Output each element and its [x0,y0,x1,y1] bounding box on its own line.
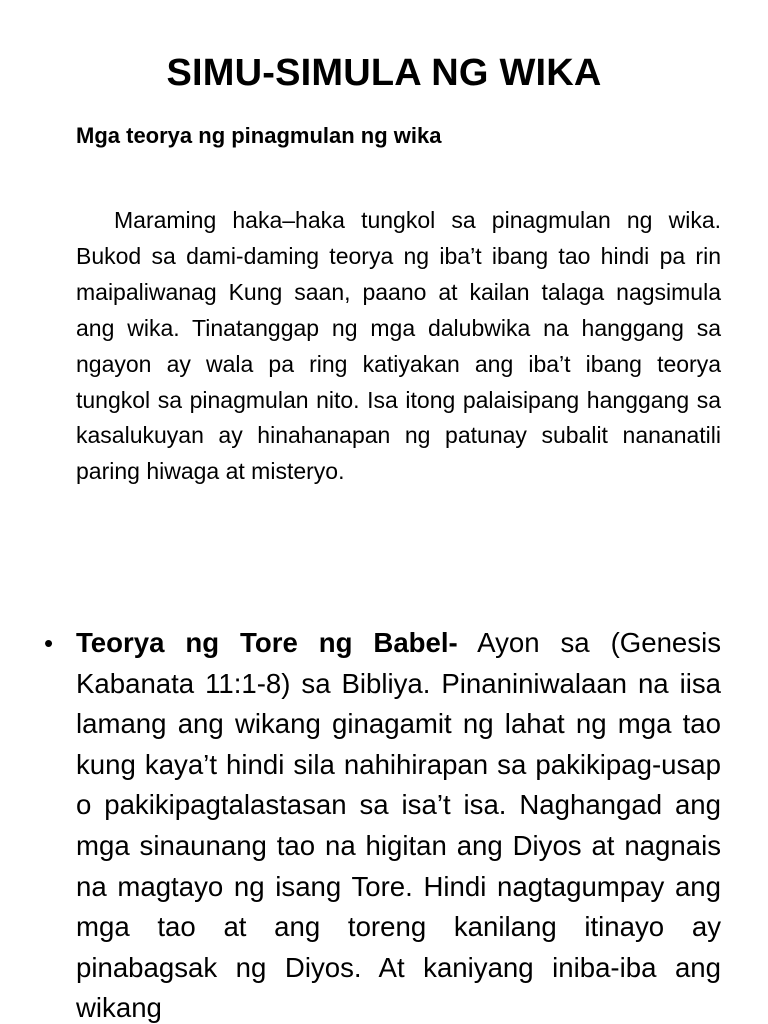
bullet-paragraph [76,623,721,1024]
intro-paragraph: Maraming haka–haka tungkol sa pinagmulan ng wika. Bukod sa dami-daming teorya ng iba’t ibang tao hindi pa rin maipaliwanag Kung saan, paano at kailan talaga nagsimula ang wika. Tinatanggap ng mga dalubwika na hanggang sa ngayon ay wala pa ring katiyakan ang iba’t ibang teorya tungkol sa pinagmulan nito. Isa itong palaisipang hanggang sa kasalukuyan ay hinahanapan ng patunay subalit nananatili paring hiwaga at misteryo. [76,207,721,485]
page-subtitle: Mga teorya ng pinagmulan ng wika [76,123,442,148]
bullet-term: Teorya ng Tore ng Babel- [76,627,458,658]
bullet-body: Ayon sa (Genesis Kabanata 11:1-8) sa Bibliya. Pinaniniwalaan na iisa lamang ang wikang ginagamit ng lahat ng mga tao kung kaya’t hindi sila nahihirapan sa pakikipag-usap o pakikipagtalastasan sa isa’t isa. Naghangad ang mga sinaunang tao na higitan ang Diyos at nagnais na magtayo ng isang Tore. Hindi nagtagumpay ang mga tao at ang toreng kanilang itinayo ay pinabagsak ng Diyos. At kaniyang iniba-iba ang wikang [76,627,722,1024]
bullet-dot-icon: • [44,628,54,658]
page-title: SIMU-SIMULA NG WIKA [166,52,602,94]
